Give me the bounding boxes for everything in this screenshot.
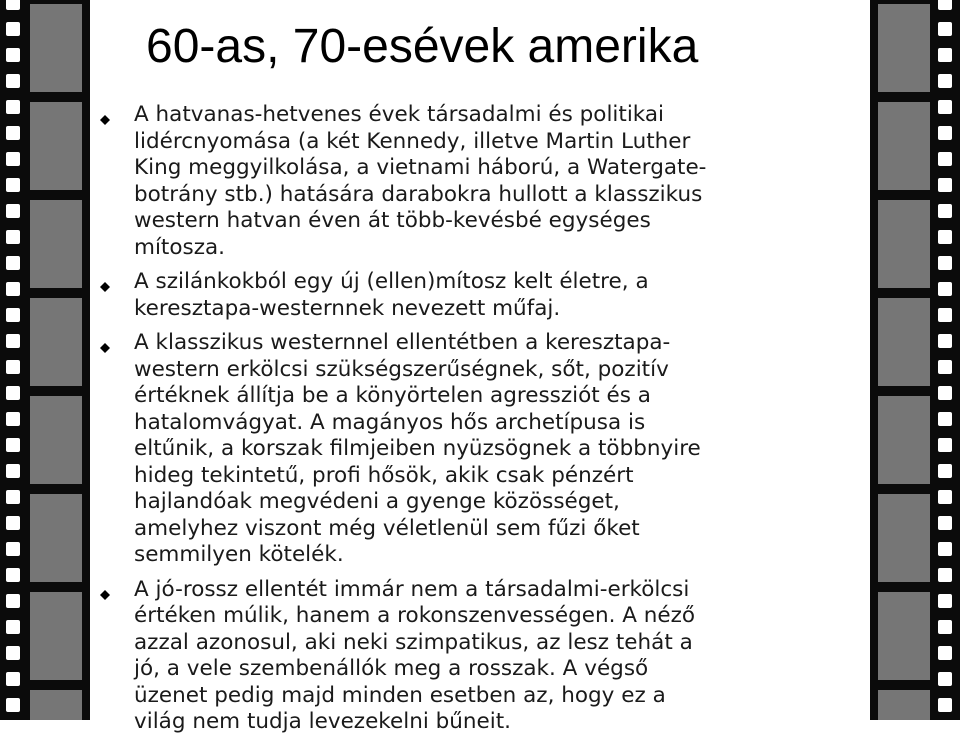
sprocket-hole bbox=[938, 100, 952, 114]
sprocket-hole bbox=[6, 646, 20, 660]
film-frame bbox=[878, 592, 930, 680]
film-frame bbox=[30, 102, 82, 190]
sprocket-hole bbox=[938, 178, 952, 192]
film-frame bbox=[30, 200, 82, 288]
sprocket-hole bbox=[6, 74, 20, 88]
film-frame bbox=[30, 690, 82, 720]
bullet-text bbox=[134, 330, 856, 569]
sprocket-hole bbox=[6, 204, 20, 218]
sprocket-hole bbox=[938, 568, 952, 582]
film-frame bbox=[30, 494, 82, 582]
sprocket-hole bbox=[6, 360, 20, 374]
bullet-text bbox=[134, 102, 856, 261]
film-frame bbox=[878, 102, 930, 190]
sprocket-hole bbox=[938, 412, 952, 426]
bullet-text-line: semmilyen kötelék. bbox=[134, 542, 344, 567]
diamond-bullet-icon bbox=[100, 343, 110, 353]
bullet-text-line: mítosza. bbox=[134, 234, 225, 260]
sprocket-hole bbox=[938, 594, 952, 608]
sprocket-hole bbox=[938, 126, 952, 140]
bullet-text-line: üzenet pedig majd minden esetben az, hogy ez a bbox=[134, 682, 666, 708]
bullet-text-line: hajlandóak megvédeni a gyenge közösséget, bbox=[134, 489, 620, 514]
bullet-text-line: keresztapa-westernnek nevezett műfaj. bbox=[134, 295, 561, 321]
sprocket-hole bbox=[6, 672, 20, 686]
bullet-text-line: hideg tekintetű, profi hősök, akik csak pénzért bbox=[134, 462, 634, 488]
diamond-bullet-icon bbox=[100, 590, 110, 600]
sprocket-hole bbox=[6, 620, 20, 634]
bullet-text bbox=[134, 269, 856, 322]
bullet-text-line: értéknek állítja be a könyörtelen agressziót és a bbox=[134, 383, 651, 408]
sprocket-hole bbox=[938, 74, 952, 88]
sprocket-hole bbox=[938, 230, 952, 244]
film-frame bbox=[30, 298, 82, 386]
sprocket-hole bbox=[938, 386, 952, 400]
film-frame bbox=[878, 494, 930, 582]
sprocket-hole bbox=[6, 230, 20, 244]
bullet-text-line: lidércnyomása (a két Kennedy, illetve Martin Luther bbox=[134, 128, 691, 154]
sprocket-hole bbox=[938, 204, 952, 218]
film-frame bbox=[30, 396, 82, 484]
sprocket-hole bbox=[6, 0, 20, 10]
film-frame bbox=[878, 4, 930, 92]
sprocket-hole bbox=[938, 308, 952, 322]
sprocket-hole bbox=[938, 490, 952, 504]
bullet-item bbox=[96, 577, 856, 736]
sprocket-hole bbox=[938, 152, 952, 166]
sprocket-hole bbox=[938, 48, 952, 62]
sprocket-hole bbox=[938, 22, 952, 36]
bullet-item bbox=[96, 330, 856, 569]
film-strip-graphic bbox=[0, 0, 90, 720]
diamond-bullet-icon bbox=[100, 115, 110, 125]
sprocket-hole bbox=[938, 360, 952, 374]
film-frame bbox=[878, 690, 930, 720]
film-frame bbox=[878, 298, 930, 386]
slide bbox=[96, 0, 866, 734]
sprocket-hole bbox=[6, 22, 20, 36]
bullet-item bbox=[96, 102, 856, 261]
sprocket-hole bbox=[6, 594, 20, 608]
sprocket-hole bbox=[938, 516, 952, 530]
bullet-text-line: A klasszikus westernnel ellentétben a keresztapa- bbox=[134, 330, 671, 355]
sprocket-hole bbox=[6, 256, 20, 270]
sprocket-hole bbox=[6, 490, 20, 504]
sprocket-hole bbox=[938, 0, 952, 10]
sprocket-hole bbox=[938, 256, 952, 270]
bullet-text-line: western erkölcsi szükségszerűségnek, sőt, pozitív bbox=[134, 356, 669, 382]
film-frame bbox=[30, 4, 82, 92]
sprocket-hole bbox=[938, 282, 952, 296]
sprocket-hole bbox=[6, 100, 20, 114]
sprocket-hole bbox=[6, 48, 20, 62]
sprocket-hole bbox=[6, 698, 20, 712]
sprocket-hole bbox=[6, 516, 20, 530]
bullet-list bbox=[96, 102, 856, 744]
bullet-text-line: western hatvan éven át több-kevésbé egységes bbox=[134, 208, 651, 233]
diamond-bullet-icon bbox=[100, 282, 110, 292]
sprocket-hole bbox=[6, 178, 20, 192]
bullet-text-line: A szilánkokból egy új (ellen)mítosz kelt életre, a bbox=[134, 269, 649, 294]
sprocket-hole bbox=[6, 464, 20, 478]
bullet-item bbox=[96, 269, 856, 322]
bullet-text-line: azzal azonosul, aki neki szimpatikus, az lesz tehát a bbox=[134, 629, 693, 655]
sprocket-hole bbox=[6, 152, 20, 166]
sprocket-hole bbox=[6, 542, 20, 556]
sprocket-hole bbox=[938, 698, 952, 712]
sprocket-hole bbox=[6, 334, 20, 348]
sprocket-hole bbox=[938, 542, 952, 556]
bullet-text-line: értéken múlik, hanem a rokonszenvességen. A néző bbox=[134, 603, 696, 628]
sprocket-hole bbox=[6, 438, 20, 452]
bullet-text-line: világ nem tudja levezekelni bűneit. bbox=[134, 709, 511, 734]
film-frame bbox=[30, 592, 82, 680]
bullet-text-line: amelyhez viszont még véletlenül sem fűzi őket bbox=[134, 515, 640, 541]
sprocket-hole bbox=[938, 438, 952, 452]
bullet-text-line: eltűnik, a korszak filmjeiben nyüzsögnek a többnyire bbox=[134, 436, 701, 461]
slide-title: 60-as, 70-esévek amerika bbox=[146, 20, 699, 73]
sprocket-hole bbox=[938, 672, 952, 686]
film-strip-left bbox=[0, 0, 90, 720]
sprocket-hole bbox=[6, 126, 20, 140]
film-strip-graphic bbox=[870, 0, 960, 720]
film-strip-right bbox=[870, 0, 960, 720]
bullet-text-line: A jó-rossz ellentét immár nem a társadalmi-erkölcsi bbox=[134, 576, 690, 602]
bullet-text-line: A hatvanas-hetvenes évek társadalmi és politikai bbox=[134, 102, 665, 127]
sprocket-hole bbox=[6, 412, 20, 426]
sprocket-hole bbox=[6, 282, 20, 296]
sprocket-hole bbox=[6, 568, 20, 582]
sprocket-hole bbox=[6, 386, 20, 400]
sprocket-hole bbox=[938, 620, 952, 634]
film-frame bbox=[878, 200, 930, 288]
sprocket-hole bbox=[938, 464, 952, 478]
bullet-text bbox=[134, 577, 856, 736]
bullet-text-line: hatalomvágyat. A magányos hős archetípusa is bbox=[134, 409, 646, 435]
bullet-text-line: jó, a vele szembenállók meg a rosszak. A végső bbox=[134, 656, 649, 681]
film-frame bbox=[878, 396, 930, 484]
sprocket-hole bbox=[6, 308, 20, 322]
sprocket-hole bbox=[938, 334, 952, 348]
sprocket-hole bbox=[938, 646, 952, 660]
bullet-text-line: King meggyilkolása, a vietnami háború, a Watergate- bbox=[134, 155, 707, 180]
bullet-text-line: botrány stb.) hatására darabokra hullott a klasszikus bbox=[134, 181, 703, 207]
